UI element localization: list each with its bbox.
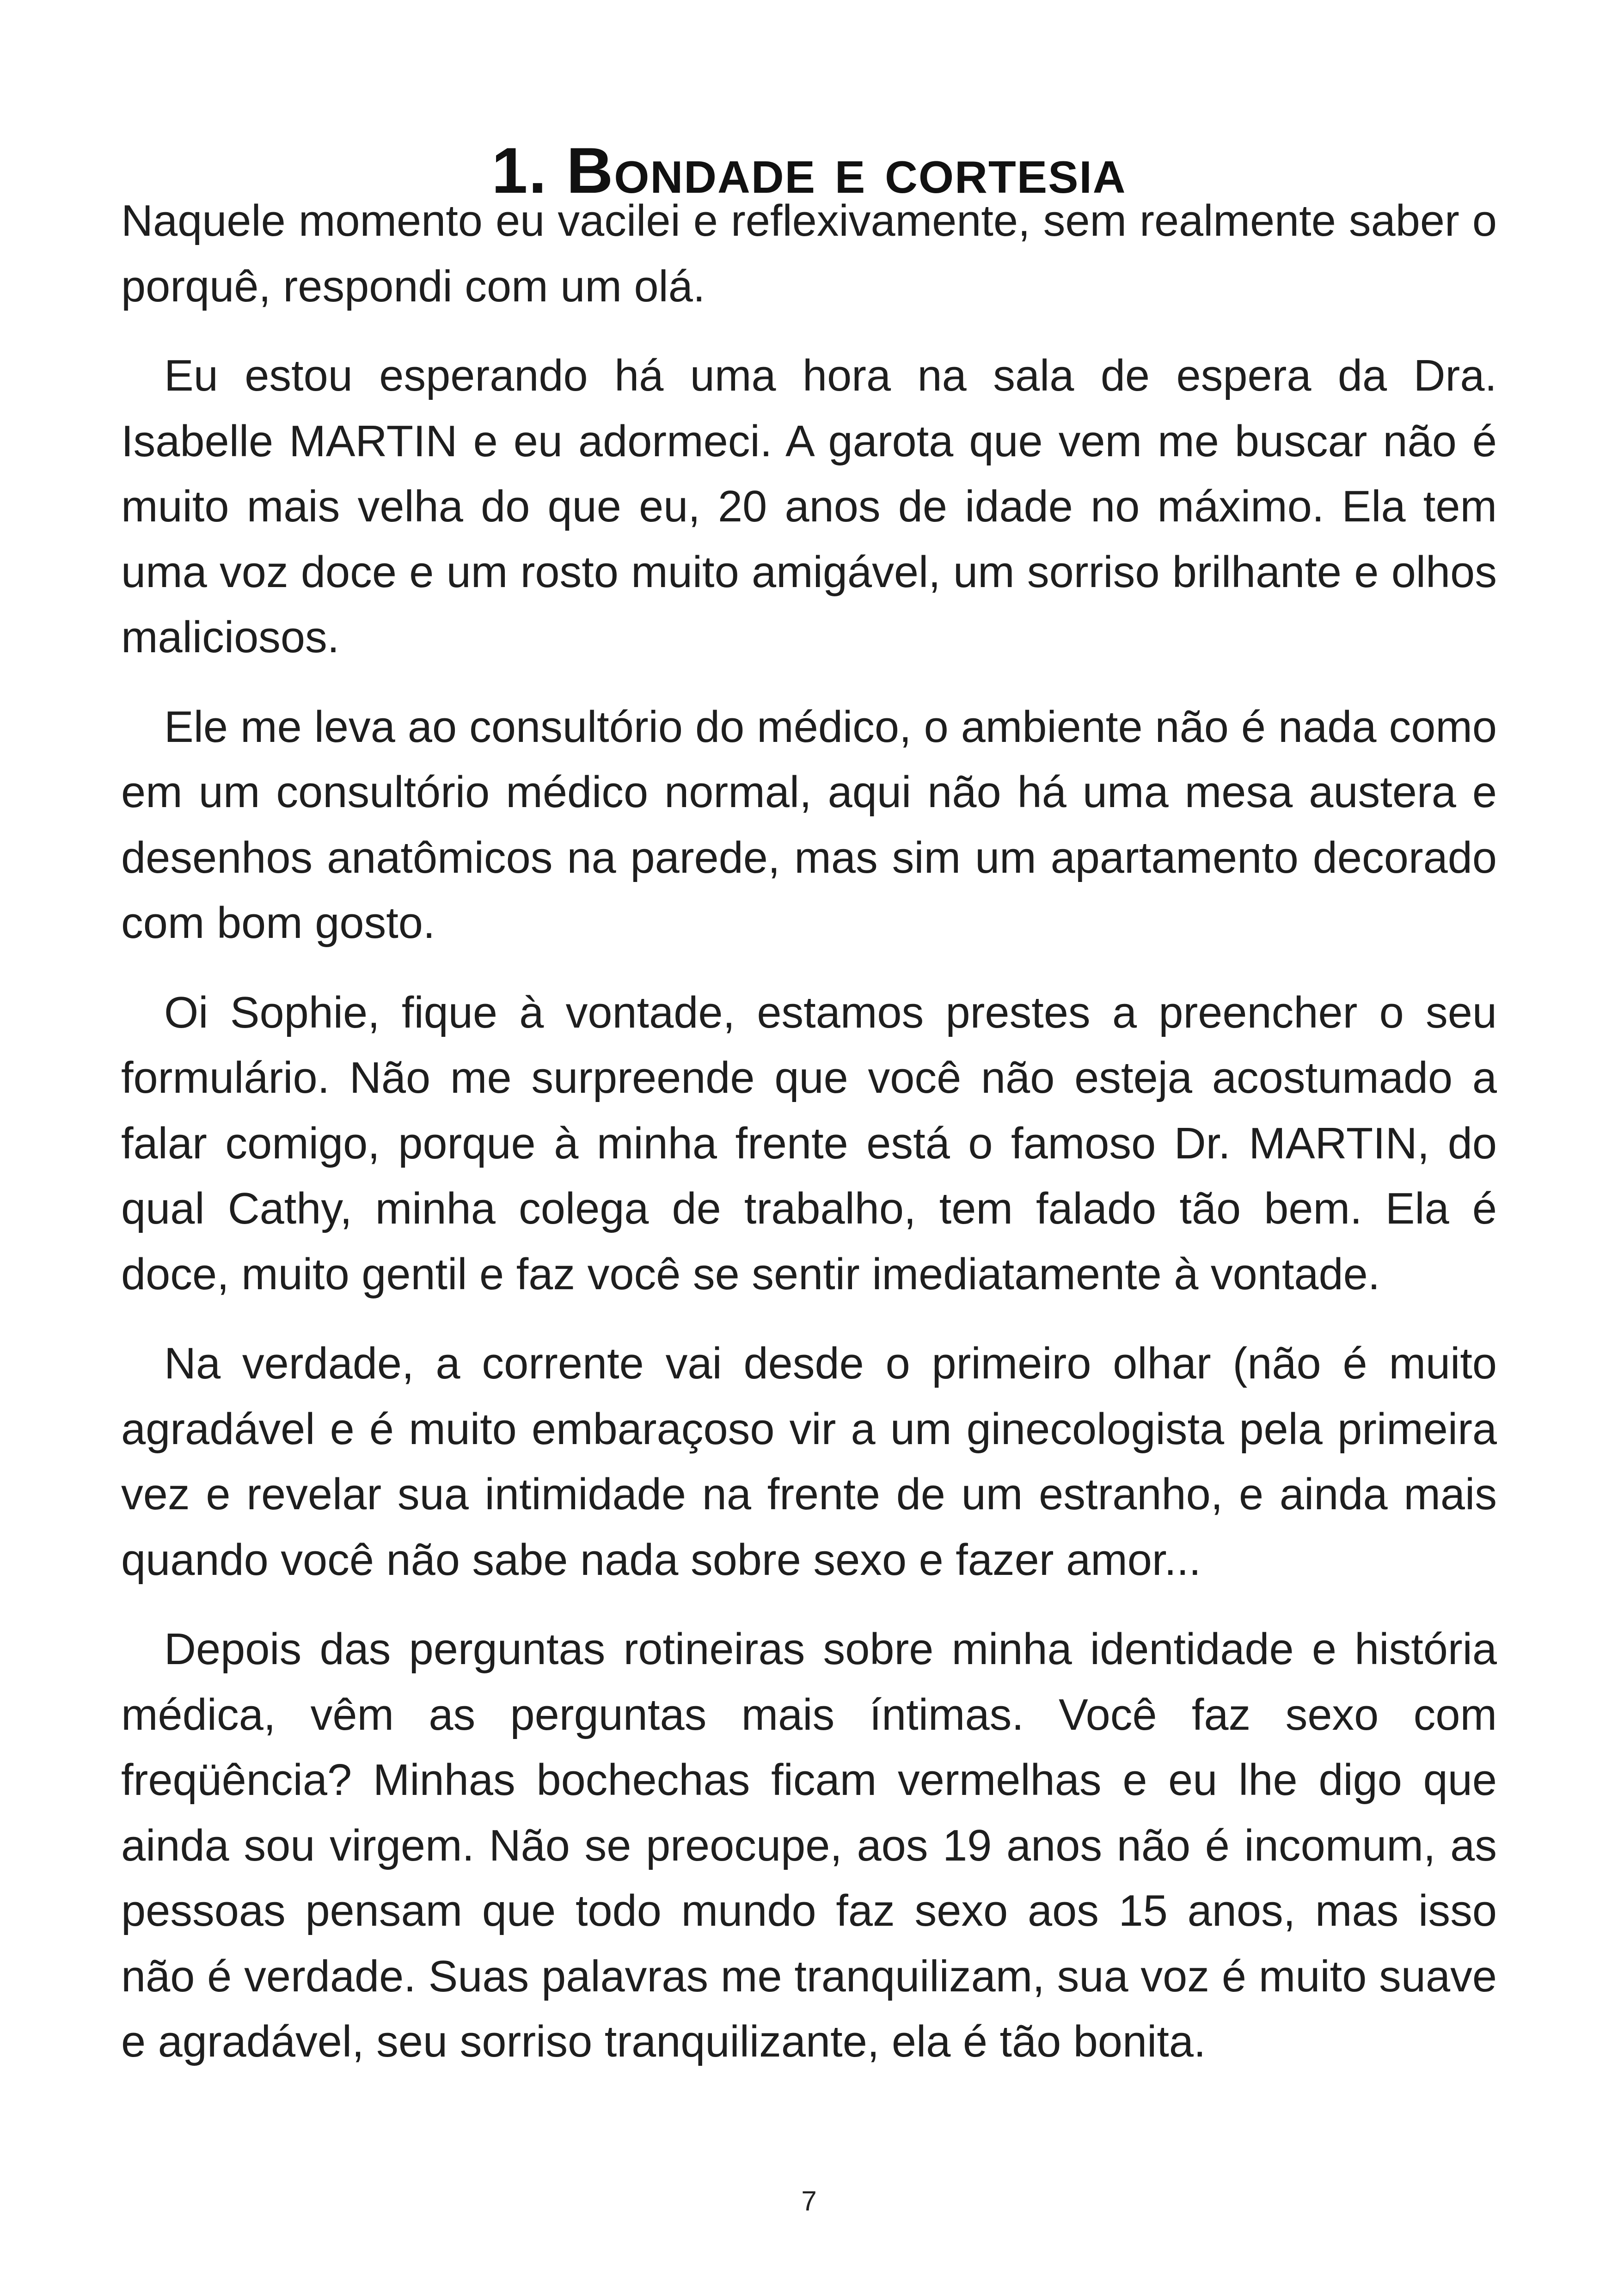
paragraph-2: Eu estou esperando há uma hora na sala de espera da Dra. Isabelle MARTIN e eu adormeci. A garota que vem me buscar não é muito mais velha do que eu, 20 anos de idade no máximo. Ela tem uma voz doce e um rosto muito amigável, um sorriso brilhante e olhos maliciosos. [121,351,1497,662]
page-number: 7 [801,2186,817,2216]
body-text [121,189,1497,2099]
chapter-number: 1. [491,134,548,207]
paragraph-3: Ele me leva ao consultório do médico, o ambiente não é nada como em um consultório médico normal, aqui não há uma mesa austera e desenhos anatômicos na parede, mas sim um apartamento decorado com bom gosto. [121,702,1497,948]
paragraph-6: Depois das perguntas rotineiras sobre minha identidade e história médica, vêm as perguntas mais íntimas. Você faz sexo com freqüência? Minhas bochechas ficam vermelhas e eu lhe digo que ainda sou virgem. Não se preocupe, aos 19 anos não é incomum, as pessoas pensam que todo mundo faz sexo aos 15 anos, mas isso não é verdade. Suas palavras me tranquilizam, sua voz é muito suave e agradável, seu sorriso tranquilizante, ela é tão bonita. [121,1625,1497,2066]
paragraph-1: Naquele momento eu vacilei e reflexivamente, sem realmente saber o porquê, respondi com um olá. [121,196,1497,311]
chapter-title-text: Bondade e cortesia [566,134,1127,207]
paragraph-5: Na verdade, a corrente vai desde o primeiro olhar (não é muito agradável e é muito embaraçoso vir a um ginecologista pela primeira vez e revelar sua intimidade na frente de um estranho, e ainda mais quando você não sabe nada sobre sexo e fazer amor... [121,1339,1497,1585]
paragraph-4: Oi Sophie, fique à vontade, estamos prestes a preencher o seu formulário. Não me surpreende que você não esteja acostumado a falar comigo, porque à minha frente está o famoso Dr. MARTIN, do qual Cathy, minha colega de trabalho, tem falado tão bem. Ela é doce, muito gentil e faz você se sentir imediatamente à vontade. [121,988,1497,1299]
